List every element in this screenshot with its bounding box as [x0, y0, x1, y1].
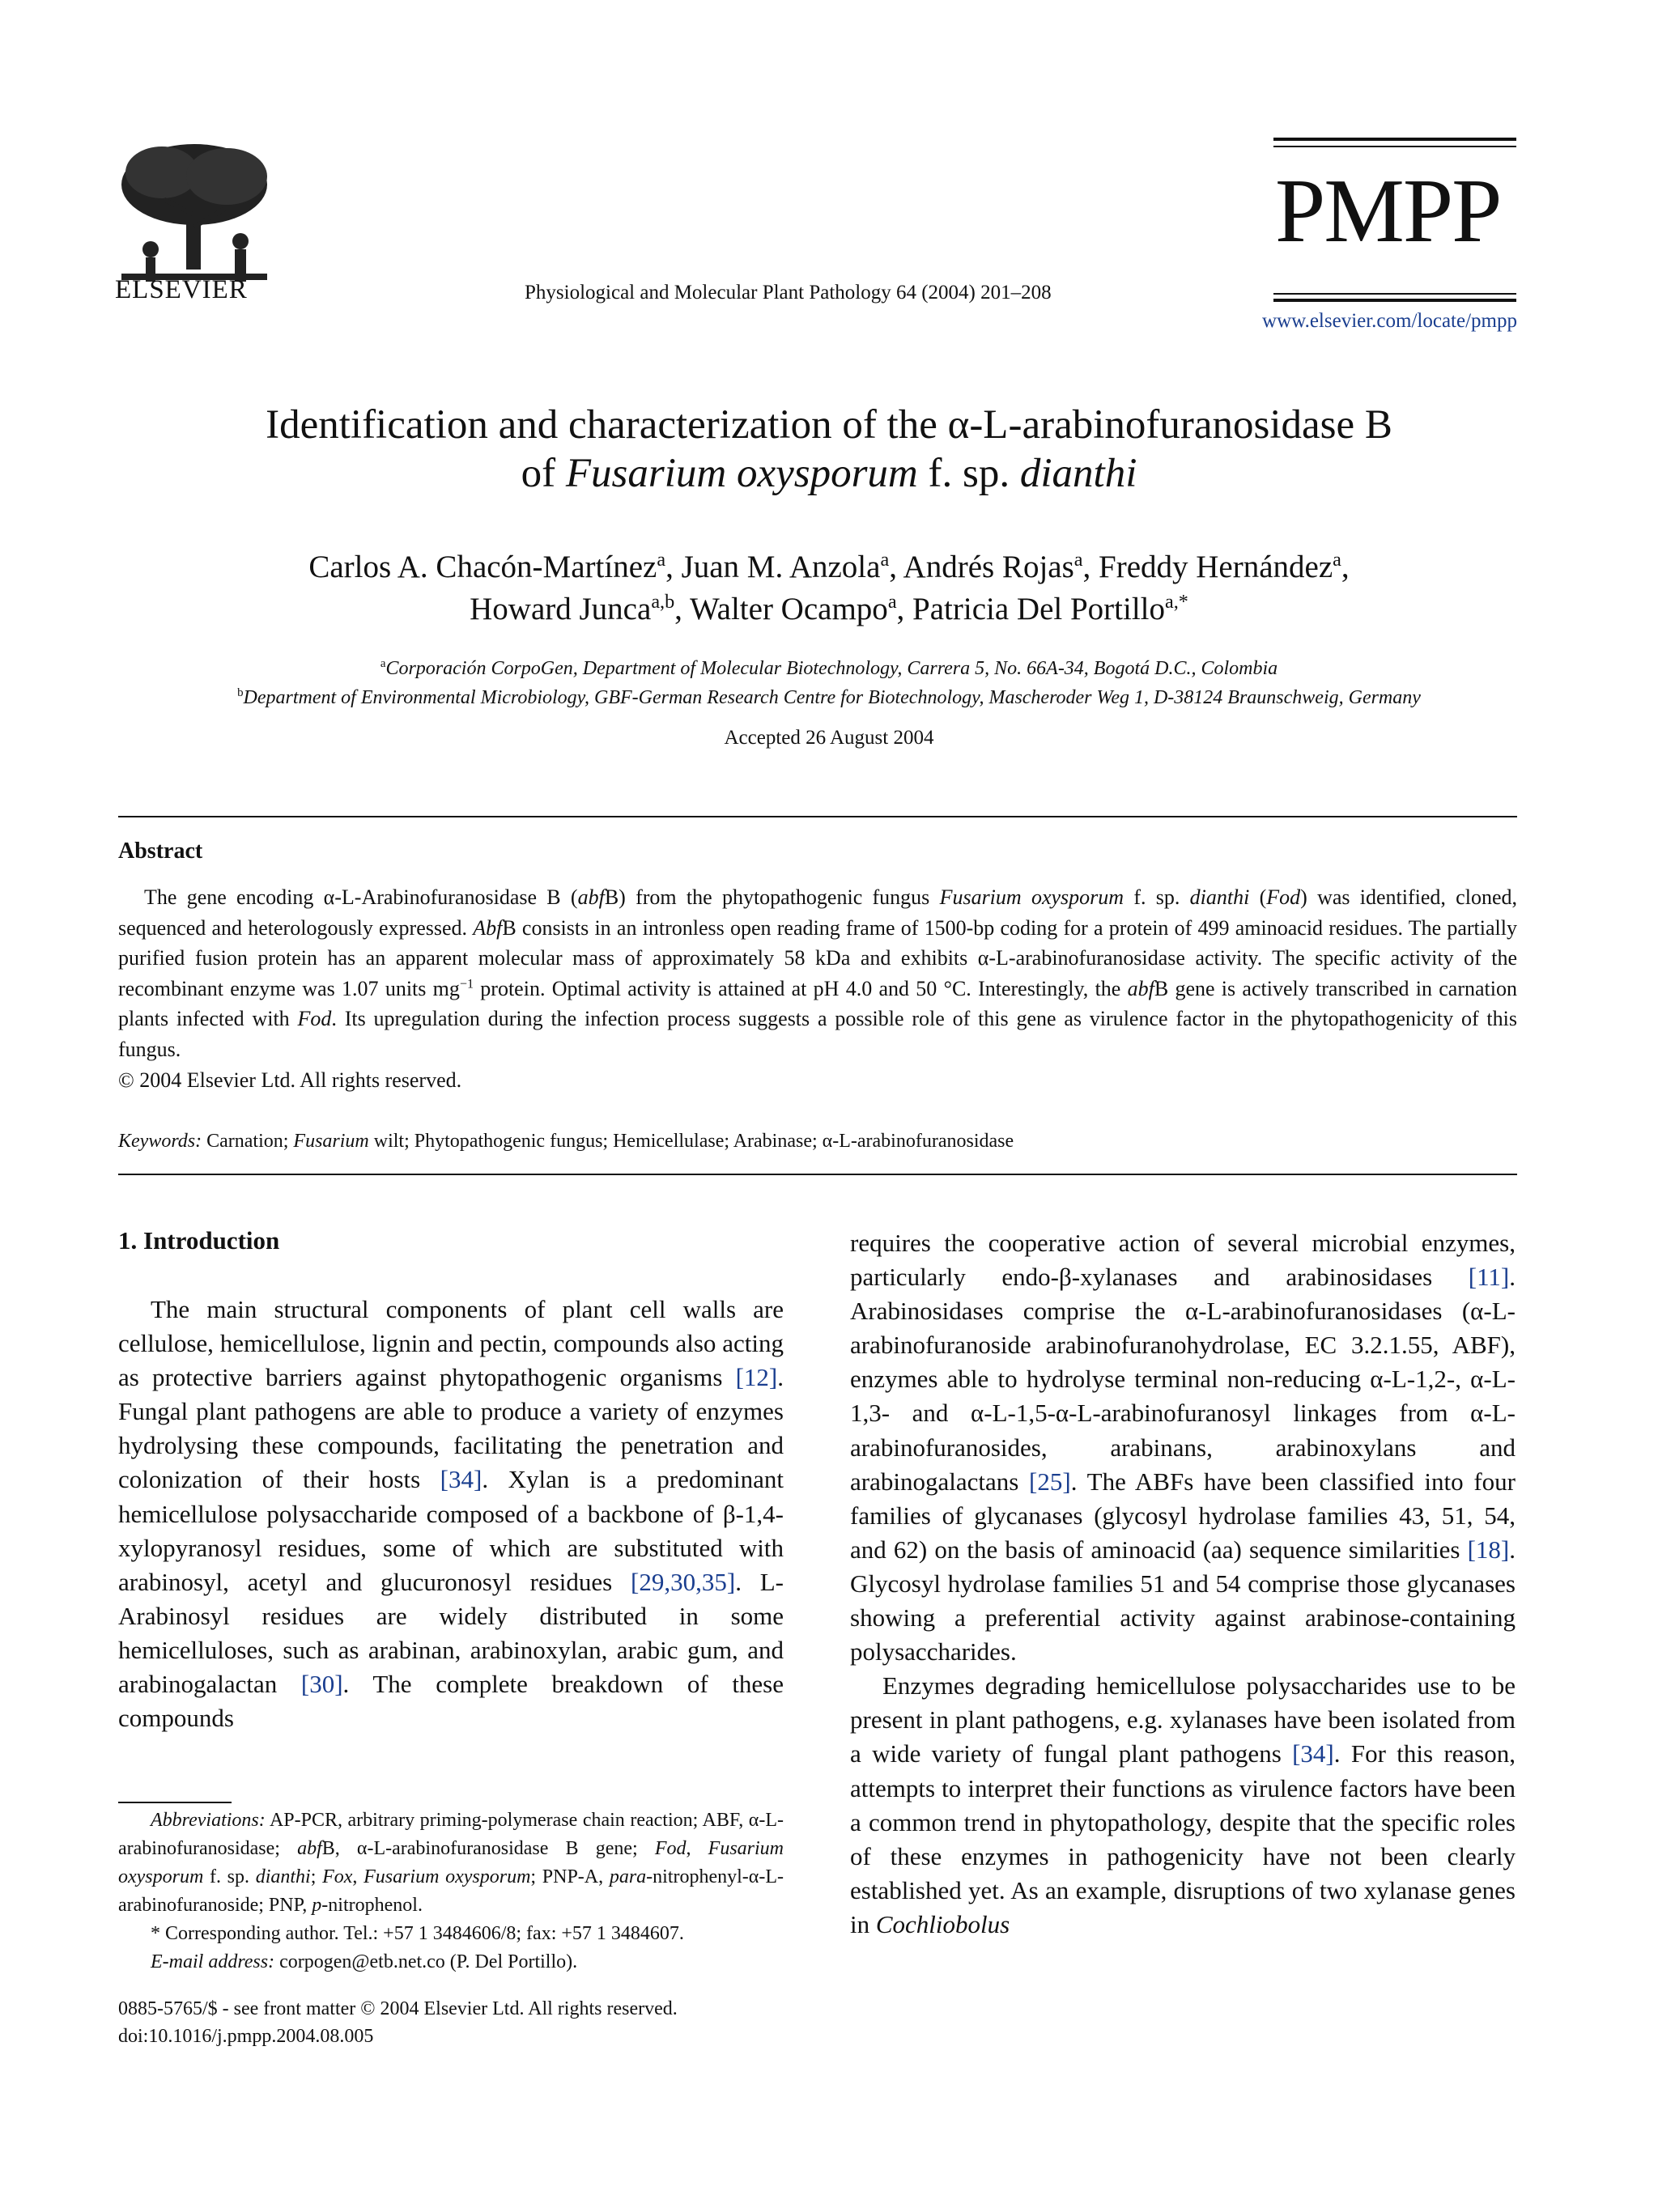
body-text: Enzymes degrading hemicellulose polysaccharides use to be present in plant pathogens, e.g. xylanases have been isolated from a wide variety of fungal plant pathogens: [850, 1671, 1516, 1768]
citation-link[interactable]: [12]: [735, 1363, 778, 1392]
author-name: Freddy Hernández: [1099, 550, 1333, 584]
abstract-text: ) was identified, cloned, sequenced and heterologously expressed.: [118, 885, 1517, 940]
journal-rule: [1273, 293, 1516, 295]
keyword-genus: Fusarium: [293, 1131, 369, 1152]
footnote-italic: p: [312, 1895, 322, 1916]
author-affil: a,*: [1165, 591, 1188, 613]
affil-marker: b: [237, 686, 244, 699]
abbrev: Fod: [1266, 885, 1301, 909]
gene-name: Abf: [473, 915, 503, 940]
author-line-1: Carlos A. Chacón-Martínez$^a$, Juan M. Anzola$^a$, Andrés Rojas$^a$, Freddy Hernández$^a$,: [308, 549, 1350, 584]
abbrev: Fod: [297, 1007, 332, 1030]
right-column: [850, 1226, 1516, 1942]
author-affil: a: [887, 591, 897, 613]
abstract-paragraph: [118, 882, 1517, 1064]
footnote-text: B, α-L-arabinofuranosidase B gene;: [321, 1838, 655, 1859]
title-line-2: [81, 449, 1577, 498]
abstract-text: f. sp.: [1124, 885, 1190, 909]
keyword-text: Carnation;: [206, 1131, 294, 1152]
footnote-italic: Fod: [654, 1838, 687, 1859]
affil-text: Corporación CorpoGen, Department of Molecular Biotechnology, Carrera 5, No. 66A-34, Bogotá D.C., Colombia: [385, 658, 1278, 679]
body-text: . The ABFs have been classified into four families of glycanases (glycosyl hydrolase families 43, 51, 54, and 62) on the basis of aminoacid (aa) sequence similarities: [850, 1467, 1516, 1564]
footnote-text: ,: [686, 1838, 708, 1859]
title-text: f. sp.: [917, 451, 1020, 496]
abstract-copyright: © 2004 Elsevier Ltd. All rights reserved.: [118, 1068, 462, 1092]
footnote-text: ; PNP-A,: [530, 1866, 610, 1887]
footnote-italic: Fusarium oxysporum: [118, 1838, 784, 1887]
genus-name: Cochliobolus: [875, 1909, 1010, 1938]
intro-paragraph: [850, 1669, 1516, 1942]
issn-doi-block: [118, 1995, 784, 2050]
issn-line: 0885-5765/$ - see front matter © 2004 Elsevier Ltd. All rights reserved.: [118, 1998, 678, 2019]
author-affil: a: [1073, 549, 1083, 571]
footnote-label: Abbreviations:: [151, 1810, 266, 1831]
corresponding-author-footnote: * Corresponding author. Tel.: +57 1 3484606/8; fax: +57 1 3484607.: [151, 1923, 684, 1944]
body-text: . Xylan is a predominant hemicellulose polysaccharide composed of a backbone of β-1,4-xylopyranosyl residues, some of which are substituted with arabinosyl, acetyl and glucuronosyl residues: [118, 1465, 784, 1596]
intro-paragraph-continued: [850, 1226, 1516, 1669]
author-name: Carlos A. Chacón-Martínez: [308, 550, 657, 584]
unit-exponent: −1: [459, 976, 474, 991]
affil-marker: a: [380, 657, 386, 670]
abstract-text: . Its upregulation during the infection process suggests a possible role of this gene as virulence factor in the phytopathogenicity of this fungus.: [118, 1007, 1517, 1061]
journal-url-link[interactable]: www.elsevier.com/locate/pmpp: [1262, 310, 1517, 332]
body-text: The main structural components of plant cell walls are cellulose, hemicellulose, lignin and pectin, compounds also acting as protective barriers against phytopathogenic organisms: [118, 1295, 784, 1392]
body-text: . The complete breakdown of these compounds: [118, 1670, 784, 1733]
section-heading: 1. Introduction: [118, 1226, 280, 1255]
body-text: . For this reason, attempts to interpret their functions as virulence factors have been a common trend in phytopathology, despite that the specific roles of these enzymes in pathogenicity have not been clearly established yet. As an example, disruptions of two xylanase genes in: [850, 1739, 1516, 1938]
citation-link[interactable]: [34]: [440, 1465, 483, 1494]
affil-text: Department of Environmental Microbiology, GBF-German Research Centre for Biotechnology, Mascheroder Weg 1, D-38124 Braunschweig, Germany: [243, 687, 1421, 708]
keyword-text: wilt; Phytopathogenic fungus; Hemicellulase; Arabinase; α-L-arabinofuranosidase: [368, 1131, 1014, 1152]
abstract-text: B) from the phytopathogenic fungus: [604, 885, 940, 909]
footnote-text: f. sp.: [203, 1866, 256, 1887]
gene-name: abf: [577, 885, 605, 909]
abstract-text: B consists in an intronless open reading frame of 1500-bp coding for a protein of 499 aminoacid residues. The partially purified fusion protein has an apparent molecular mass of approximately 58 kDa and exhibits α-L-arabinofuranosidase activity. The specific activity of the recombinant enzyme was 1.07 units mg: [118, 915, 1517, 1000]
email-footnote: [118, 1948, 784, 1976]
affiliations: [81, 654, 1577, 712]
body-text: . L-Arabinosyl residues are widely distributed in some hemicelluloses, such as arabinan, arabinoxylan, arabic gum, and arabinogalactan: [118, 1567, 784, 1699]
body-text: . Glycosyl hydrolase families 51 and 54 comprise those glycanases showing a preferential activity against arabinose-containing polysaccharides.: [850, 1535, 1516, 1666]
abstract-text: B gene is actively transcribed in carnation plants infected with: [118, 976, 1517, 1030]
author-name: Patricia Del Portillo: [912, 592, 1165, 626]
citation-link[interactable]: [18]: [1467, 1535, 1510, 1564]
footnotes: [118, 1807, 784, 1976]
section-rule: [118, 1174, 1517, 1175]
title-species: Fusarium oxysporum: [565, 451, 918, 496]
journal-rule: [1273, 299, 1516, 302]
section-rule: [118, 816, 1517, 817]
abstract-body: [118, 882, 1517, 1064]
footnote-rule: [118, 1802, 232, 1803]
email-address[interactable]: corpogen@etb.net.co (P. Del Portillo).: [274, 1951, 578, 1972]
citation-link[interactable]: [29,30,35]: [631, 1567, 736, 1596]
accepted-date: Accepted 26 August 2004: [724, 727, 934, 749]
author-affil: a,b: [651, 591, 675, 613]
body-text: . Fungal plant pathogens are able to produce a variety of enzymes hydrolysing these compounds, facilitating the penetration and colonization of their hosts: [118, 1363, 784, 1494]
abstract-text: (: [1249, 885, 1267, 909]
journal-rule: [1273, 138, 1516, 141]
author-line-2: Howard Junca$^{a,b}$, Walter Ocampo$^a$, Patricia Del Portillo$^{a,*}$: [470, 591, 1188, 626]
author-name: Howard Junca: [470, 592, 652, 626]
title-line-1: Identification and characterization of the α-L-arabinofuranosidase B: [266, 402, 1392, 448]
citation-link[interactable]: [30]: [300, 1670, 343, 1699]
title-text: of: [521, 451, 566, 496]
footnote-italic: abf: [297, 1838, 322, 1859]
journal-abbrev: PMPP: [1275, 161, 1501, 261]
abstract-text: protein. Optimal activity is attained at pH 4.0 and 50 °C. Interestingly, the: [474, 976, 1128, 1000]
journal-citation: Physiological and Molecular Plant Pathology 64 (2004) 201–208: [525, 282, 1052, 304]
footnote-italic: dianthi: [255, 1866, 311, 1887]
gene-name: abf: [1127, 976, 1154, 1000]
affiliation-b: [81, 683, 1577, 712]
species-name: Fusarium oxysporum: [939, 885, 1124, 909]
forma-name: dianthi: [1189, 885, 1250, 909]
left-column: [118, 1293, 784, 1735]
footnote-italic: para: [609, 1866, 647, 1887]
footnote-text: ,: [352, 1866, 364, 1887]
footnote-italic: Fusarium oxysporum: [363, 1866, 531, 1887]
body-text: . Arabinosidases comprise the α-L-arabinofuranosidases (α-L-arabinofuranoside arabinofuranohydrolase, EC 3.2.1.55, ABF), enzymes able to hydrolyse terminal non-reducing α-L-1,2-, α-L-1,3- and α-L-1,5-α-L-arabinofuranosyl linkages from α-L-arabinofuranosides, arabinans, arabinoxylans and arabinogalactans: [850, 1263, 1516, 1496]
doi-line[interactable]: doi:10.1016/j.pmpp.2004.08.005: [118, 2026, 374, 2047]
footnote-label: E-mail address:: [151, 1951, 275, 1972]
abbreviations-footnote: [118, 1807, 784, 1920]
intro-paragraph: [118, 1293, 784, 1735]
paper-title: [81, 401, 1577, 498]
footnote-italic: Fox: [322, 1866, 353, 1887]
citation-link[interactable]: [25]: [1029, 1467, 1071, 1496]
author-name: Walter Ocampo: [689, 592, 888, 626]
author-affil: a: [880, 549, 890, 571]
keywords-label: Keywords:: [118, 1131, 202, 1152]
keywords: [118, 1131, 1517, 1153]
affiliation-a: [81, 654, 1577, 683]
journal-rule: [1273, 146, 1516, 147]
author-list: [81, 546, 1577, 630]
author-name: Andrés Rojas: [903, 550, 1074, 584]
title-forma: dianthi: [1019, 451, 1137, 496]
author-affil: a: [1333, 549, 1341, 571]
footnote-text: ;: [310, 1866, 323, 1887]
author-name: Juan M. Anzola: [681, 550, 881, 584]
author-affil: a: [657, 549, 666, 571]
citation-link[interactable]: [34]: [1292, 1739, 1334, 1768]
abstract-text: The gene encoding α-L-Arabinofuranosidase B (: [144, 885, 578, 909]
abstract-heading: Abstract: [118, 839, 203, 864]
citation-link[interactable]: [11]: [1468, 1263, 1510, 1292]
body-text: requires the cooperative action of several microbial enzymes, particularly endo-β-xylanases and arabinosidases: [850, 1229, 1516, 1292]
footnote-text: AP-PCR, arbitrary priming-polymerase chain reaction; ABF, α-L-arabinofuranosidase;: [118, 1810, 784, 1859]
publisher-name: ELSEVIER: [115, 275, 248, 304]
footnote-text: -nitrophenyl-α-L-arabinofuranoside; PNP,: [118, 1866, 784, 1916]
footnote-text: -nitrophenol.: [321, 1895, 423, 1916]
